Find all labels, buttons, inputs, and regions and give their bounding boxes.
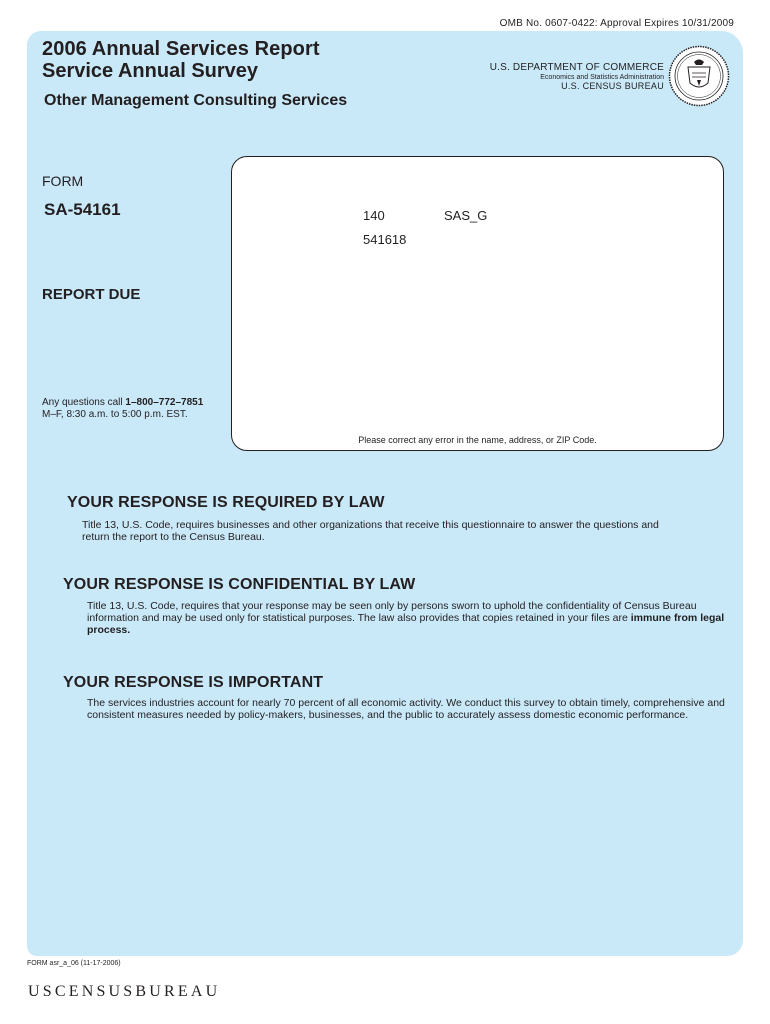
department-name: U.S. DEPARTMENT OF COMMERCE	[489, 62, 664, 73]
label-code-2: SAS_G	[444, 208, 488, 223]
agency-block	[490, 62, 664, 91]
footer-form-code: FORM asr_a_06 (11-17-2006)	[27, 960, 121, 967]
form-number: SA-54161	[44, 200, 121, 219]
report-title: 2006 Annual Services Report	[42, 38, 320, 60]
administration-name: Economics and Statistics Administration	[540, 74, 664, 81]
form-label: FORM	[42, 173, 84, 189]
section-text-important: The services industries account for nearly 70 percent of all economic activity. We conduct this survey to obtain timely, comprehensive and consistent measures needed by policy-makers, businesses, and the public to accurately assess domestic economic performance.	[87, 697, 725, 721]
section-text-confidential	[87, 600, 737, 636]
section-heading-confidential: YOUR RESPONSE IS CONFIDENTIAL BY LAW	[63, 576, 416, 593]
section-heading-important: YOUR RESPONSE IS IMPORTANT	[63, 674, 324, 691]
omb-approval-line: OMB No. 0607-0422: Approval Expires 10/31/2009	[499, 18, 734, 29]
confidential-bold-text: immune from legal process.	[87, 612, 725, 636]
phone-number: 1–800–772–7851	[125, 397, 204, 408]
survey-title: Service Annual Survey	[42, 60, 259, 82]
mailing-label-box	[231, 156, 724, 451]
confidential-text: Title 13, U.S. Code, requires that your response may be seen only by persons sworn to uphold the confidentiality of Census Bureau information and may be used only for statistical purposes. The law also provides that copies retained in your files are	[87, 600, 697, 624]
bureau-name: U.S. CENSUS BUREAU	[561, 81, 664, 91]
questions-contact	[42, 397, 203, 421]
report-due-label: REPORT DUE	[42, 286, 141, 303]
department-of-commerce-seal-icon	[668, 45, 730, 107]
section-text-required: Title 13, U.S. Code, requires businesses and other organizations that receive this questionnaire to answer the questions and return the report to the Census Bureau.	[82, 519, 659, 543]
label-code-1: 140	[363, 208, 385, 223]
label-code-3: 541618	[363, 232, 407, 247]
industry-subtitle: Other Management Consulting Services	[44, 92, 348, 109]
address-correction-note: Please correct any error in the name, address, or ZIP Code.	[358, 435, 597, 445]
census-bureau-logo: USCENSUSBUREAU	[28, 983, 221, 1000]
section-heading-required: YOUR RESPONSE IS REQUIRED BY LAW	[67, 494, 385, 511]
office-hours: M–F, 8:30 a.m. to 5:00 p.m. EST.	[42, 409, 188, 420]
questions-prefix: Any questions call	[42, 397, 126, 408]
